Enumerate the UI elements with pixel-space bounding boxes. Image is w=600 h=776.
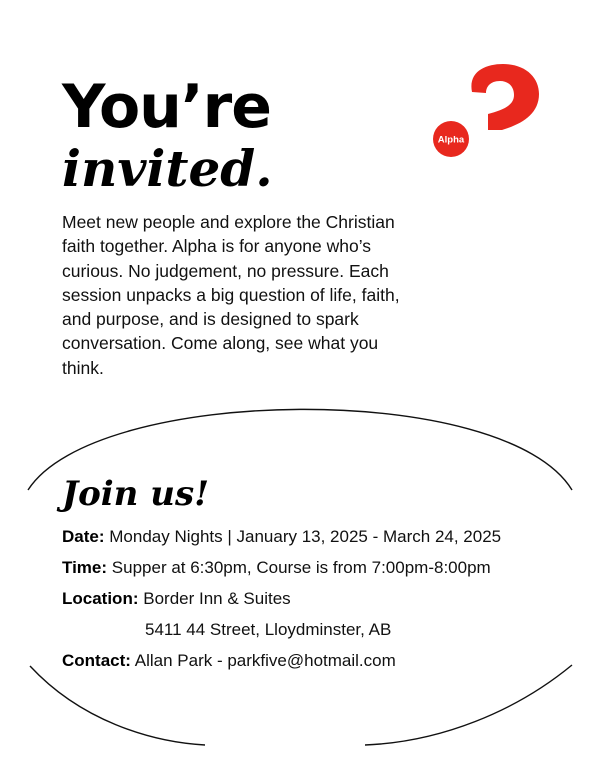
date-line — [62, 526, 501, 548]
time-line — [62, 557, 491, 579]
headline-line-1: You’re — [62, 72, 271, 142]
date-value: Monday Nights | January 13, 2025 - March 24, 2025 — [109, 527, 502, 546]
question-mark-hook-icon — [471, 64, 539, 130]
oval-bottom-arc — [30, 666, 205, 745]
contact-label: Contact: — [62, 651, 131, 670]
oval-bottom-arc-right — [365, 665, 572, 745]
contact-line — [62, 650, 396, 672]
headline-line-2: invited. — [62, 139, 273, 198]
alpha-logo-text: Alpha — [437, 134, 465, 146]
join-us-heading: Join us! — [62, 474, 210, 514]
alpha-question-mark-logo — [430, 62, 540, 158]
location-label: Location: — [62, 589, 139, 608]
time-label: Time: — [62, 558, 108, 577]
address-line: 5411 44 Street, Lloydminster, AB — [145, 620, 392, 639]
location-value: Border Inn & Suites — [143, 589, 291, 608]
date-label: Date: — [62, 527, 105, 546]
contact-value[interactable]: Allan Park - parkfive@hotmail.com — [134, 651, 396, 670]
time-value: Supper at 6:30pm, Course is from 7:00pm-8:00pm — [111, 558, 491, 577]
location-line — [62, 588, 291, 610]
intro-paragraph: Meet new people and explore the Christian faith together. Alpha is for anyone who’s curious. No judgement, no pressure. Each session unpacks a big question of life, faith, and purpose, and is designed to spark conversation. Come along, see what you think. — [62, 212, 400, 378]
